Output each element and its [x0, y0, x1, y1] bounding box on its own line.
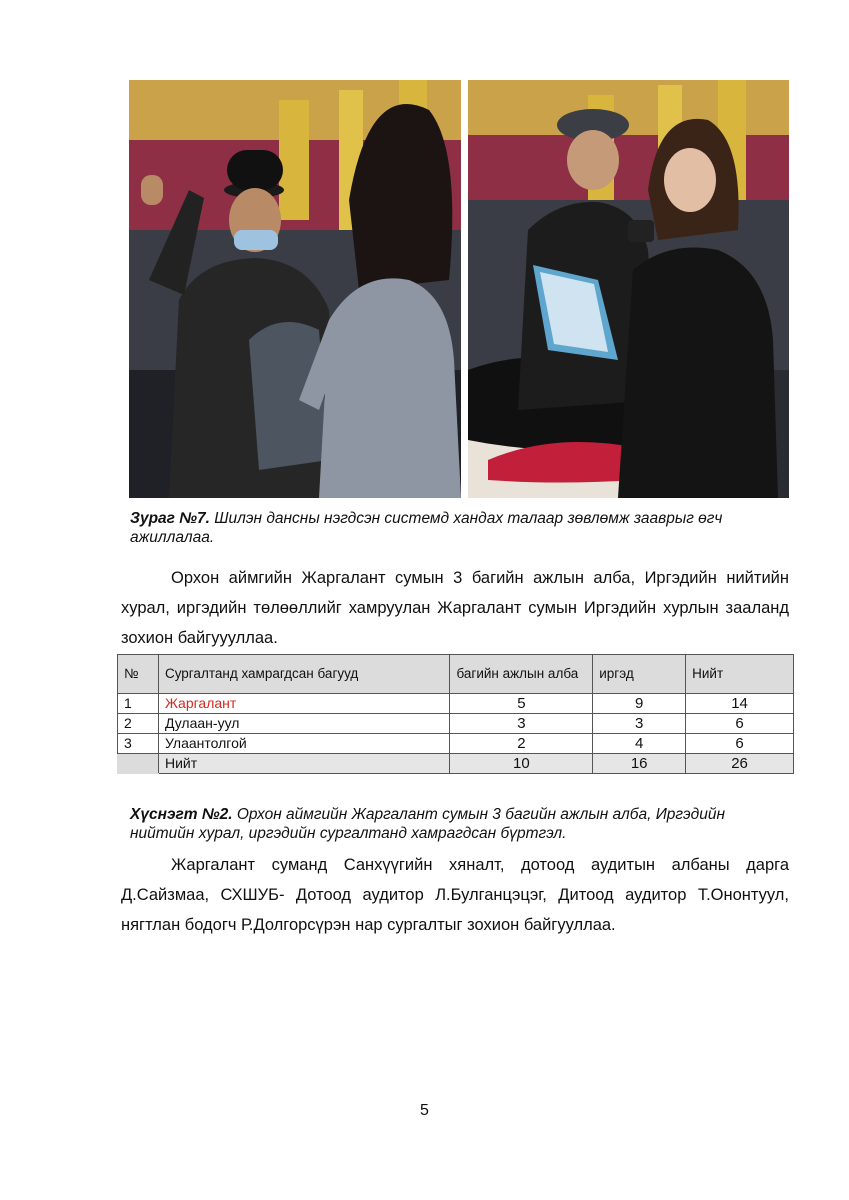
row-citizens: 3 — [593, 714, 686, 734]
paragraph-1 — [121, 563, 789, 653]
photo-right — [468, 80, 789, 498]
row-name: Улаантолгой — [158, 734, 450, 754]
total-label: Нийт — [158, 754, 450, 774]
figure-caption-label: Зураг №7. — [130, 510, 210, 527]
row-no: 1 — [118, 694, 159, 714]
participants-table — [117, 654, 794, 774]
header-groups: Сургалтанд хамрагдсан багууд — [158, 655, 450, 694]
paragraph-2-text: Жаргалант суманд Санхүүгийн хяналт, дотоод аудитын албаны дарга Д.Сайзмаа, СХШУБ- Дотоод аудитор Л.Булганцэцэг, Дитоод аудитор Т.Ононтуул, нягтлан бодогч Р.Долгорсүрэн нар сургалтыг зохион байгууллаа. — [121, 856, 789, 934]
total-office: 10 — [450, 754, 593, 774]
row-office: 2 — [450, 734, 593, 754]
row-name: Жаргалант — [158, 694, 450, 714]
total-citizens: 16 — [593, 754, 686, 774]
paragraph-1-text: Орхон аймгийн Жаргалант сумын 3 багийн ажлын алба, Иргэдийн нийтийн хурал, иргэдийн төлөөллийг хамруулан Жаргалант сумын Иргэдийн хурлын зааланд зохион байгуууллаа. — [121, 569, 789, 647]
row-citizens: 9 — [593, 694, 686, 714]
row-total: 14 — [686, 694, 794, 714]
header-citizens: иргэд — [593, 655, 686, 694]
row-no: 2 — [118, 714, 159, 734]
row-name: Дулаан-уул — [158, 714, 450, 734]
table-caption-label: Хүснэгт №2. — [130, 806, 233, 823]
table-row — [118, 714, 794, 734]
row-no: 3 — [118, 734, 159, 754]
row-citizens: 4 — [593, 734, 686, 754]
table-caption — [130, 805, 790, 843]
photo-left — [129, 80, 461, 498]
table-header-row — [118, 655, 794, 694]
header-no: № — [118, 655, 159, 694]
paragraph-2 — [121, 850, 789, 940]
header-total: Нийт — [686, 655, 794, 694]
figure-caption-text: Шилэн дансны нэгдсэн системд хандах талаар зөвлөмж заавpыг өгч ажиллалаа. — [130, 510, 723, 546]
photo-pair — [129, 80, 789, 498]
page-number: 5 — [420, 1102, 429, 1119]
header-office: багийн ажлын алба — [450, 655, 593, 694]
row-total: 6 — [686, 714, 794, 734]
table-caption-text: Орхон аймгийн Жаргалант сумын 3 багийн ажлын алба, Иргэдийн нийтийн хурал, иргэдийн сургалтанд хамрагдсан бүртгэл. — [130, 806, 726, 842]
figure-caption — [130, 509, 790, 547]
row-office: 3 — [450, 714, 593, 734]
table-total-row — [118, 754, 794, 774]
row-office: 5 — [450, 694, 593, 714]
total-blank — [118, 754, 159, 774]
table-row — [118, 734, 794, 754]
row-total: 6 — [686, 734, 794, 754]
total-total: 26 — [686, 754, 794, 774]
table-row — [118, 694, 794, 714]
